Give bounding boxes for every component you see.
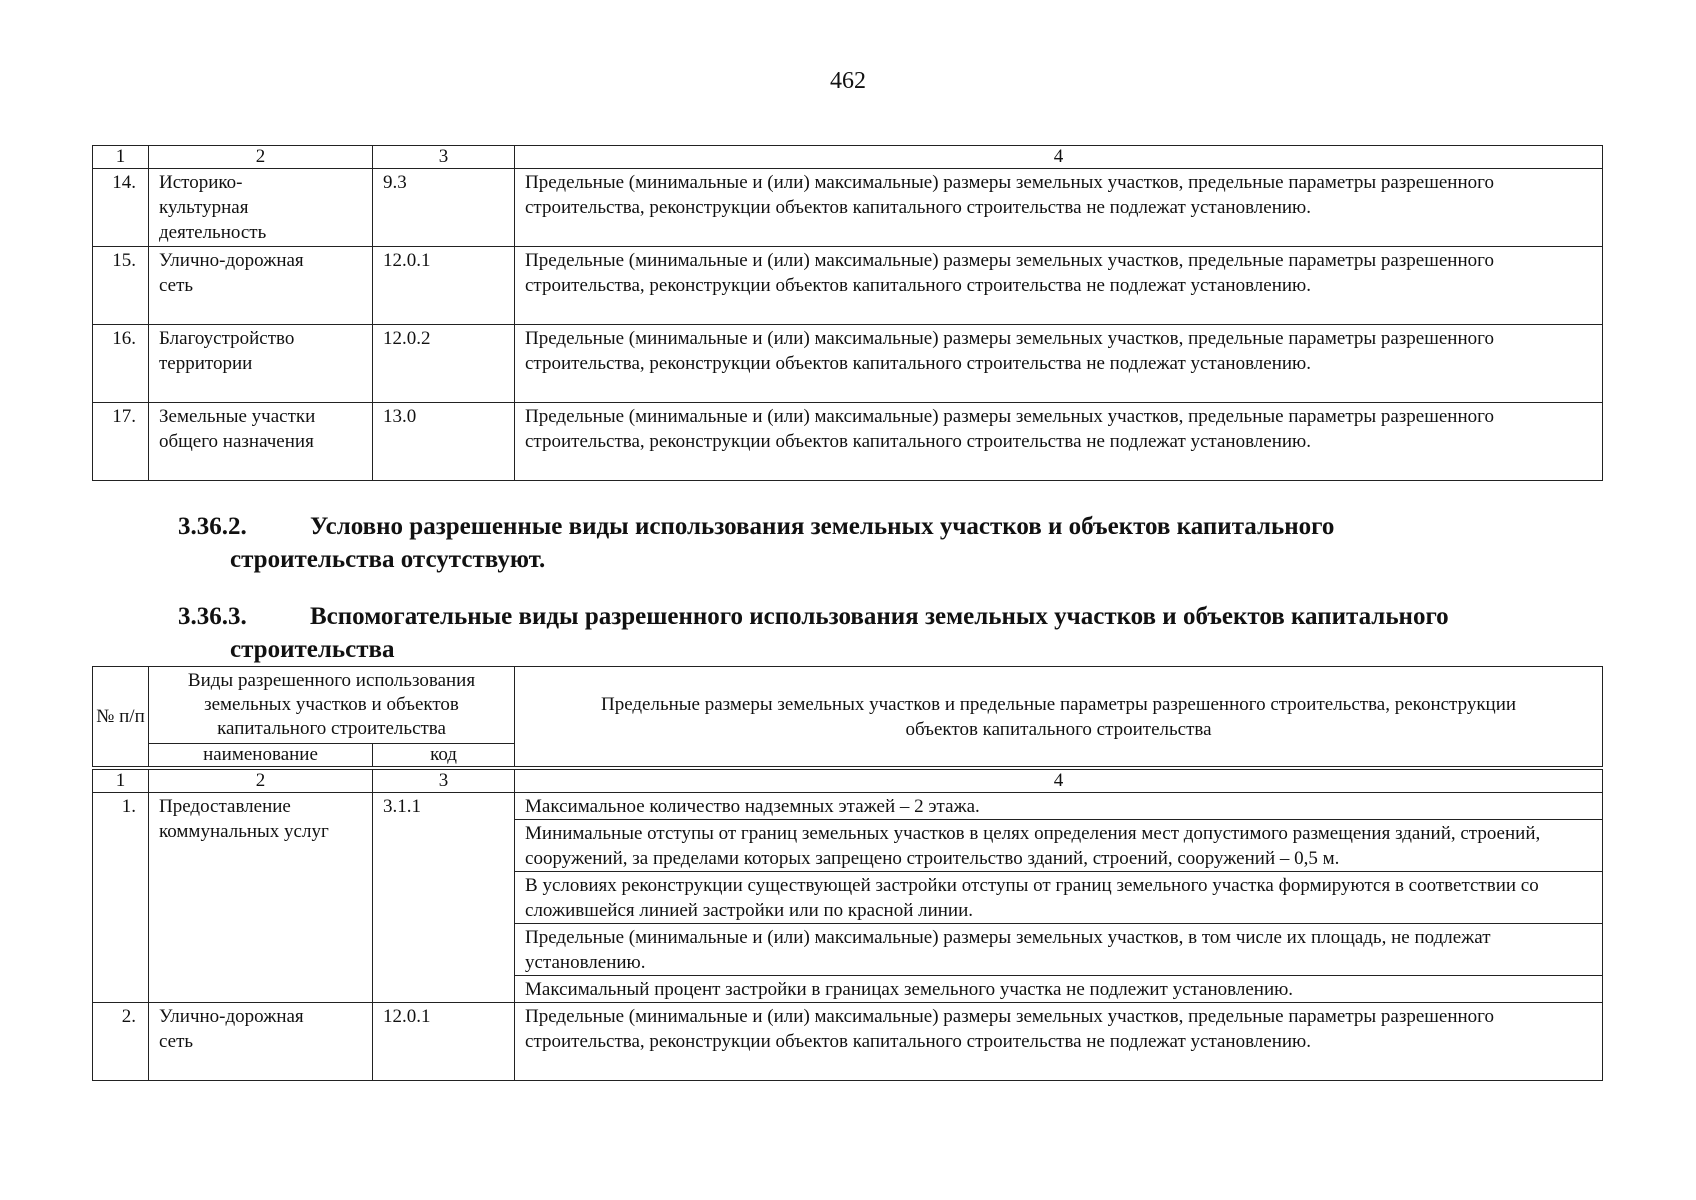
section-heading-conditional-uses xyxy=(178,510,1624,576)
header-params: Предельные размеры земельных участков и предельные параметры разрешенного строительства, реконструкции объектов капитального строительства xyxy=(515,667,1603,769)
row-number: 15. xyxy=(93,247,149,325)
use-params: Предельные (минимальные и (или) максимальные) размеры земельных участков, предельные параметры разрешенного строительства, реконструкции объектов капитального строительства не подлежат установлению. xyxy=(515,169,1603,247)
section-number: 3.36.3. xyxy=(178,603,247,630)
table-row xyxy=(93,247,1603,325)
use-code: 9.3 xyxy=(373,169,515,247)
header-number: № п/п xyxy=(93,667,149,769)
column-number: 4 xyxy=(515,146,1603,169)
row-number: 1. xyxy=(93,793,149,1003)
use-params: Предельные (минимальные и (или) максимальные) размеры земельных участков, предельные параметры разрешенного строительства, реконструкции объектов капитального строительства не подлежат установлению. xyxy=(515,325,1603,403)
use-name: Улично-дорожная сеть xyxy=(149,247,373,325)
use-code: 12.0.1 xyxy=(373,1003,515,1081)
header-use-types: Виды разрешенного использования земельных участков и объектов капитального строительства xyxy=(149,667,515,744)
row-number: 14. xyxy=(93,169,149,247)
column-number: 1 xyxy=(93,768,149,793)
auxiliary-uses-table xyxy=(92,666,1603,1081)
column-number: 4 xyxy=(515,768,1603,793)
section-title-line2: строительства xyxy=(230,636,395,663)
section-title-line1: Вспомогательные виды разрешенного использования земельных участков и объектов капитального xyxy=(310,603,1449,630)
column-number: 2 xyxy=(149,768,373,793)
use-param: Минимальные отступы от границ земельных участков в целях определения мест допустимого размещения зданий, строений, сооружений, за пределами которых запрещено строительство зданий, строений, сооружений – 0,5 м. xyxy=(515,820,1603,872)
use-params: Предельные (минимальные и (или) максимальные) размеры земельных участков, предельные параметры разрешенного строительства, реконструкции объектов капитального строительства не подлежат установлению. xyxy=(515,403,1603,481)
table-row xyxy=(93,1003,1603,1081)
use-code: 3.1.1 xyxy=(373,793,515,1003)
page-number: 462 xyxy=(830,68,866,94)
row-number: 17. xyxy=(93,403,149,481)
use-code: 12.0.2 xyxy=(373,325,515,403)
section-number: 3.36.2. xyxy=(178,513,247,540)
column-number: 1 xyxy=(93,146,149,169)
column-number: 3 xyxy=(373,146,515,169)
column-numbers-row xyxy=(93,146,1603,169)
table-row xyxy=(93,793,1603,820)
column-number: 3 xyxy=(373,768,515,793)
table-row xyxy=(93,325,1603,403)
table-header-row xyxy=(93,667,1603,744)
table-row xyxy=(93,169,1603,247)
section-heading-auxiliary-uses xyxy=(178,600,1624,666)
use-param: В условиях реконструкции существующей застройки отступы от границ земельного участка формируются в соответствии со сложившейся линией застройки или по красной линии. xyxy=(515,872,1603,924)
use-param: Предельные (минимальные и (или) максимальные) размеры земельных участков, в том числе их площадь, не подлежат установлению. xyxy=(515,924,1603,976)
section-title-line1: Условно разрешенные виды использования земельных участков и объектов капитального xyxy=(310,513,1335,540)
use-name: Благоустройство территории xyxy=(149,325,373,403)
use-code: 12.0.1 xyxy=(373,247,515,325)
use-name: Улично-дорожная сеть xyxy=(149,1003,373,1081)
use-param: Максимальное количество надземных этажей – 2 этажа. xyxy=(515,793,1603,820)
row-number: 16. xyxy=(93,325,149,403)
header-name: наименование xyxy=(149,744,373,769)
table-row xyxy=(93,403,1603,481)
use-param: Предельные (минимальные и (или) максимальные) размеры земельных участков, предельные параметры разрешенного строительства, реконструкции объектов капитального строительства не подлежат установлению. xyxy=(515,1003,1603,1081)
use-params: Предельные (минимальные и (или) максимальные) размеры земельных участков, предельные параметры разрешенного строительства, реконструкции объектов капитального строительства не подлежат установлению. xyxy=(515,247,1603,325)
use-code: 13.0 xyxy=(373,403,515,481)
use-name: Историко-культурная деятельность xyxy=(149,169,373,247)
use-name: Земельные участки общего назначения xyxy=(149,403,373,481)
row-number: 2. xyxy=(93,1003,149,1081)
column-number: 2 xyxy=(149,146,373,169)
use-name: Предоставление коммунальных услуг xyxy=(149,793,373,1003)
permitted-uses-table-continued xyxy=(92,145,1603,481)
column-numbers-row xyxy=(93,768,1603,793)
use-param: Максимальный процент застройки в границах земельного участка не подлежит установлению. xyxy=(515,976,1603,1003)
section-title-line2: строительства отсутствуют. xyxy=(230,546,546,573)
header-code: код xyxy=(373,744,515,769)
